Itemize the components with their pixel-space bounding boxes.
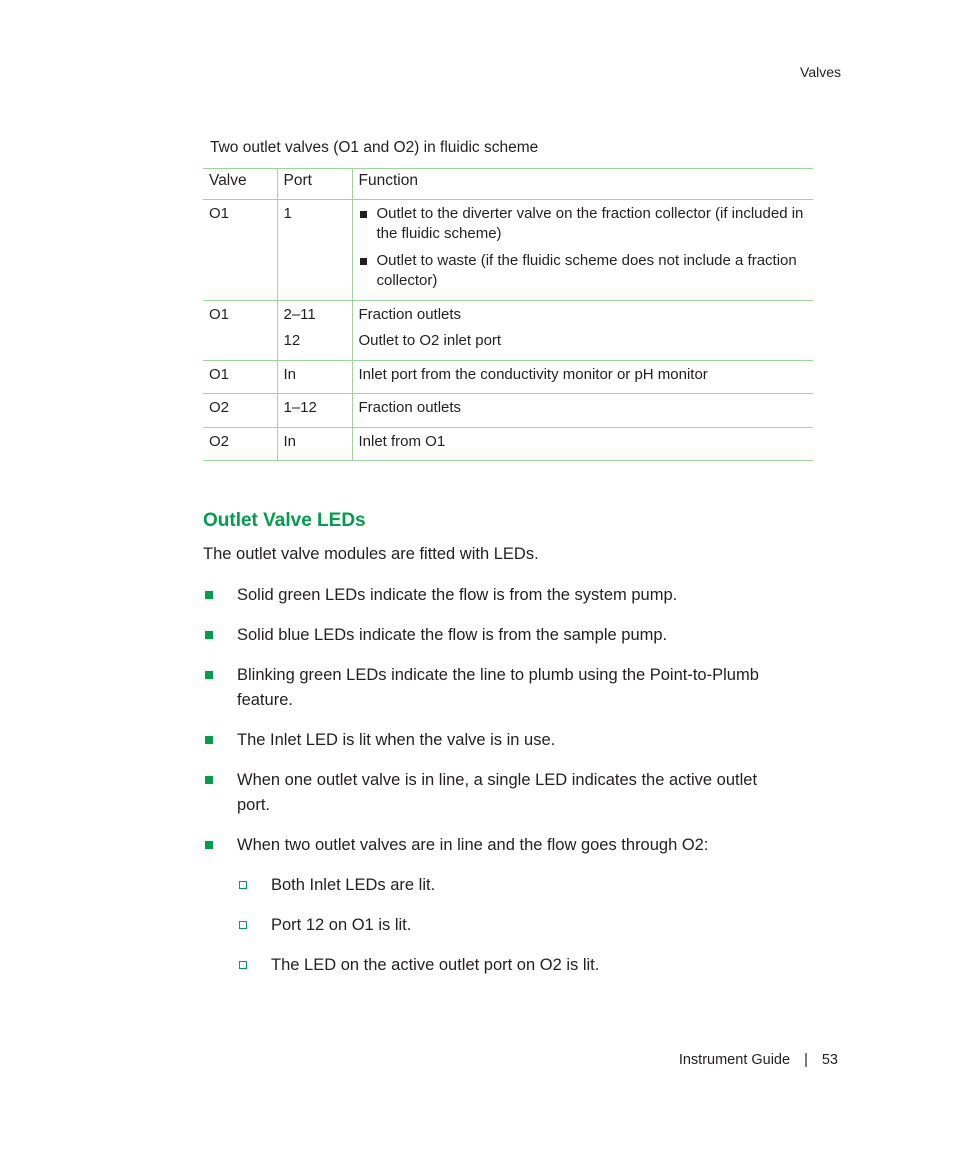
- bullet-item: [203, 583, 793, 608]
- function-cell: [352, 394, 813, 428]
- table-header-row: [203, 169, 813, 200]
- bullet-text: When one outlet valve is in line, a single LED indicates the active outlet port.: [237, 771, 758, 814]
- function-cell: [352, 199, 813, 300]
- function-text: Outlet to O2 inlet port: [358, 332, 502, 349]
- page-footer: [679, 1052, 838, 1068]
- bullet-item: [203, 623, 793, 648]
- port-cell: [277, 360, 352, 394]
- valve-cell: O2: [203, 394, 277, 428]
- port-cell: [277, 199, 352, 300]
- sub-bullet-item: Both Inlet LEDs are lit.: [237, 873, 793, 898]
- function-cell: [352, 427, 813, 461]
- sub-bullet-list: [237, 873, 793, 978]
- valve-cell: O1: [203, 199, 277, 300]
- bullet-text: Solid green LEDs indicate the flow is from the system pump.: [237, 586, 678, 604]
- bullet-text: When two outlet valves are in line and the flow goes through O2:: [237, 836, 709, 854]
- function-bullet: Outlet to the diverter valve on the fraction collector (if included in the fluidic scheme): [359, 204, 808, 245]
- function-text: Fraction outlets: [358, 305, 462, 323]
- footer-separator: |: [804, 1052, 808, 1068]
- table-row: [203, 300, 813, 360]
- valve-cell: O1: [203, 300, 277, 360]
- section-heading: Outlet Valve LEDs: [203, 510, 366, 531]
- footer-guide-title: Instrument Guide: [678, 1052, 791, 1068]
- intro-paragraph: The outlet valve modules are fitted with LEDs.: [203, 545, 539, 563]
- table-row: [203, 360, 813, 394]
- port-cell: [277, 394, 352, 428]
- led-bullet-list: [203, 583, 793, 993]
- port-value: 1: [283, 204, 292, 222]
- function-text: Inlet from O1: [358, 432, 446, 450]
- table-row: [203, 394, 813, 428]
- function-bullet-list: [359, 204, 808, 292]
- valve-cell: O2: [203, 427, 277, 461]
- function-text: Inlet port from the conductivity monitor or pH monitor: [358, 365, 708, 383]
- table-row: [203, 199, 813, 300]
- bullet-text: The Inlet LED is lit when the valve is in use.: [237, 731, 556, 749]
- function-text: Fraction outlets: [358, 399, 462, 416]
- port-value: 12: [283, 332, 301, 349]
- column-header-function: Function: [352, 169, 813, 200]
- bullet-item: [203, 663, 793, 713]
- port-value: 1–12: [283, 399, 317, 416]
- page-number: 53: [821, 1052, 838, 1068]
- column-header-port: Port: [277, 169, 352, 200]
- bullet-item: [203, 768, 793, 818]
- sub-bullet-item: The LED on the active outlet port on O2 is lit.: [237, 953, 793, 978]
- running-header: Valves: [800, 64, 841, 80]
- port-cell: [277, 300, 352, 360]
- port-cell: [277, 427, 352, 461]
- column-header-valve: Valve: [203, 169, 277, 200]
- port-value: 2–11: [283, 305, 316, 323]
- function-cell: [352, 300, 813, 360]
- sub-bullet-item: Port 12 on O1 is lit.: [237, 913, 793, 938]
- bullet-item: [203, 728, 793, 753]
- valves-table: [203, 168, 813, 461]
- bullet-text: Solid blue LEDs indicate the flow is from the sample pump.: [237, 626, 668, 644]
- valve-cell: O1: [203, 360, 277, 394]
- bullet-text: Blinking green LEDs indicate the line to plumb using the Point-to-Plumb feature.: [237, 666, 759, 709]
- port-value: In: [283, 432, 297, 450]
- table-row: [203, 427, 813, 461]
- bullet-item: [203, 833, 793, 978]
- function-cell: [352, 360, 813, 394]
- function-bullet: Outlet to waste (if the fluidic scheme does not include a fraction collector): [359, 251, 808, 292]
- table-caption: Two outlet valves (O1 and O2) in fluidic scheme: [210, 139, 539, 156]
- port-value: In: [283, 365, 297, 383]
